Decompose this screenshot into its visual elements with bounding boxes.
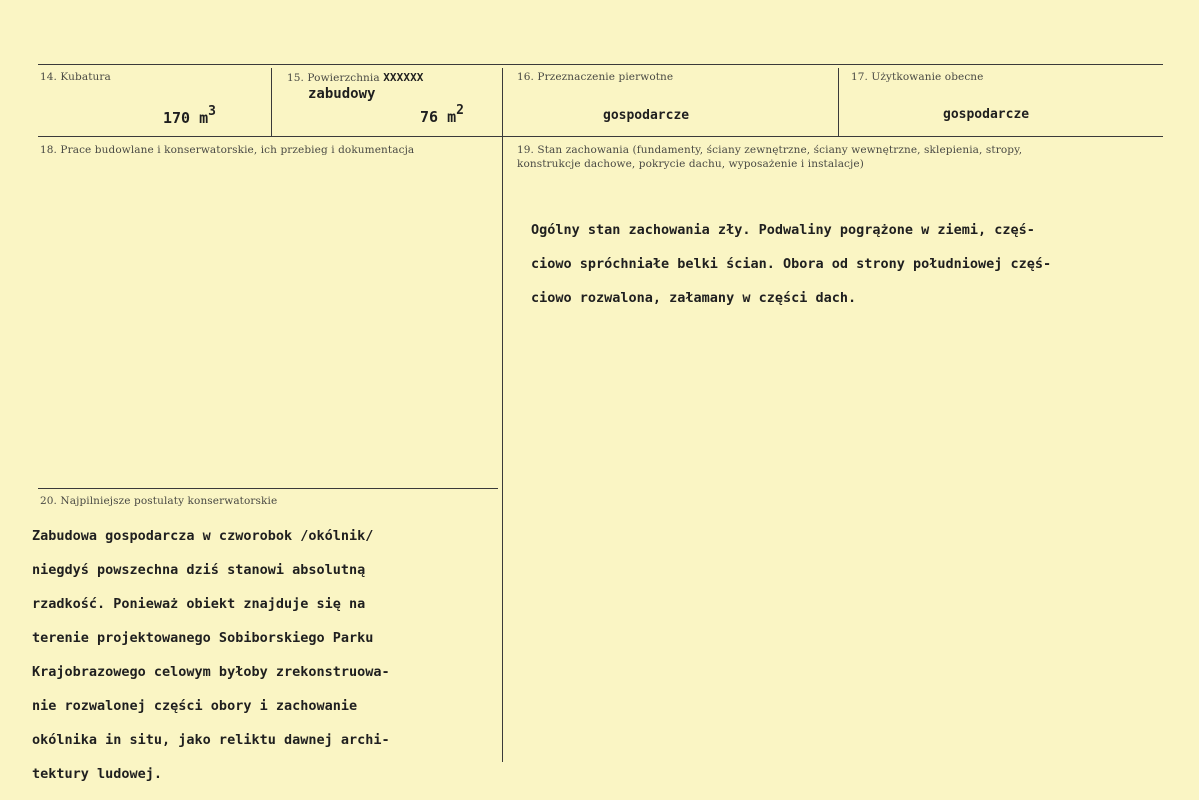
row-divider-line — [38, 136, 1163, 137]
text-line: Ogólny stan zachowania zły. Podwaliny pogrążone w ziemi, częś- — [531, 222, 1035, 238]
text-line: Krajobrazowego celowym byłoby zrekonstruowa- — [32, 664, 390, 680]
field-15-label: 15. Powierzchnia XXXXXX — [287, 71, 424, 84]
text-line: ciowo rozwalona, załamany w części dach. — [531, 290, 857, 306]
field-15-word: zabudowy — [308, 86, 376, 102]
text-line: tektury ludowej. — [32, 766, 163, 782]
field-19-text — [531, 205, 1051, 324]
field-15-value: 76 $m^2$ — [420, 103, 464, 126]
field-20-label: 20. Najpilniejsze postulaty konserwatorskie — [40, 495, 278, 507]
text-line: nie rozwalonej części obory i zachowanie — [32, 698, 358, 714]
column-divider-16-17 — [838, 68, 839, 136]
field-16-label: 16. Przeznaczenie pierwotne — [517, 71, 674, 83]
section-18-20-divider — [38, 488, 498, 489]
field-16-value: gospodarcze — [603, 108, 690, 123]
field-19-label-line-2: konstrukcje dachowe, pokrycie dachu, wyposażenie i instalacje) — [517, 158, 864, 170]
text-line: terenie projektowanego Sobiborskiego Parku — [32, 630, 374, 646]
column-divider-15-16 — [502, 68, 503, 762]
text-line: ciowo spróchniałe belki ścian. Obora od strony południowej częś- — [531, 256, 1052, 272]
text-line: niegdyś powszechna dziś stanowi absolutną — [32, 562, 366, 578]
field-18-label: 18. Prace budowlane i konserwatorskie, ich przebieg i dokumentacja — [40, 144, 415, 156]
field-15-struck-text: XXXXXX — [383, 71, 424, 84]
field-20-text — [32, 511, 390, 800]
text-line: okólnika in situ, jako reliktu dawnej archi- — [32, 732, 390, 748]
field-19-label-line-1: 19. Stan zachowania (fundamenty, ściany zewnętrzne, ściany wewnętrzne, sklepienia, stropy, — [517, 144, 1023, 156]
field-17-label: 17. Użytkowanie obecne — [851, 71, 984, 83]
text-line: Zabudowa gospodarcza w czworobok /okólnik/ — [32, 528, 374, 544]
field-14-label: 14. Kubatura — [40, 71, 111, 83]
field-14-value: 170 $m^3$ — [163, 104, 216, 127]
column-divider-14-15 — [271, 68, 272, 136]
field-17-value: gospodarcze — [943, 107, 1030, 122]
top-border-line — [38, 64, 1163, 65]
text-line: rzadkość. Ponieważ obiekt znajduje się na — [32, 596, 366, 612]
